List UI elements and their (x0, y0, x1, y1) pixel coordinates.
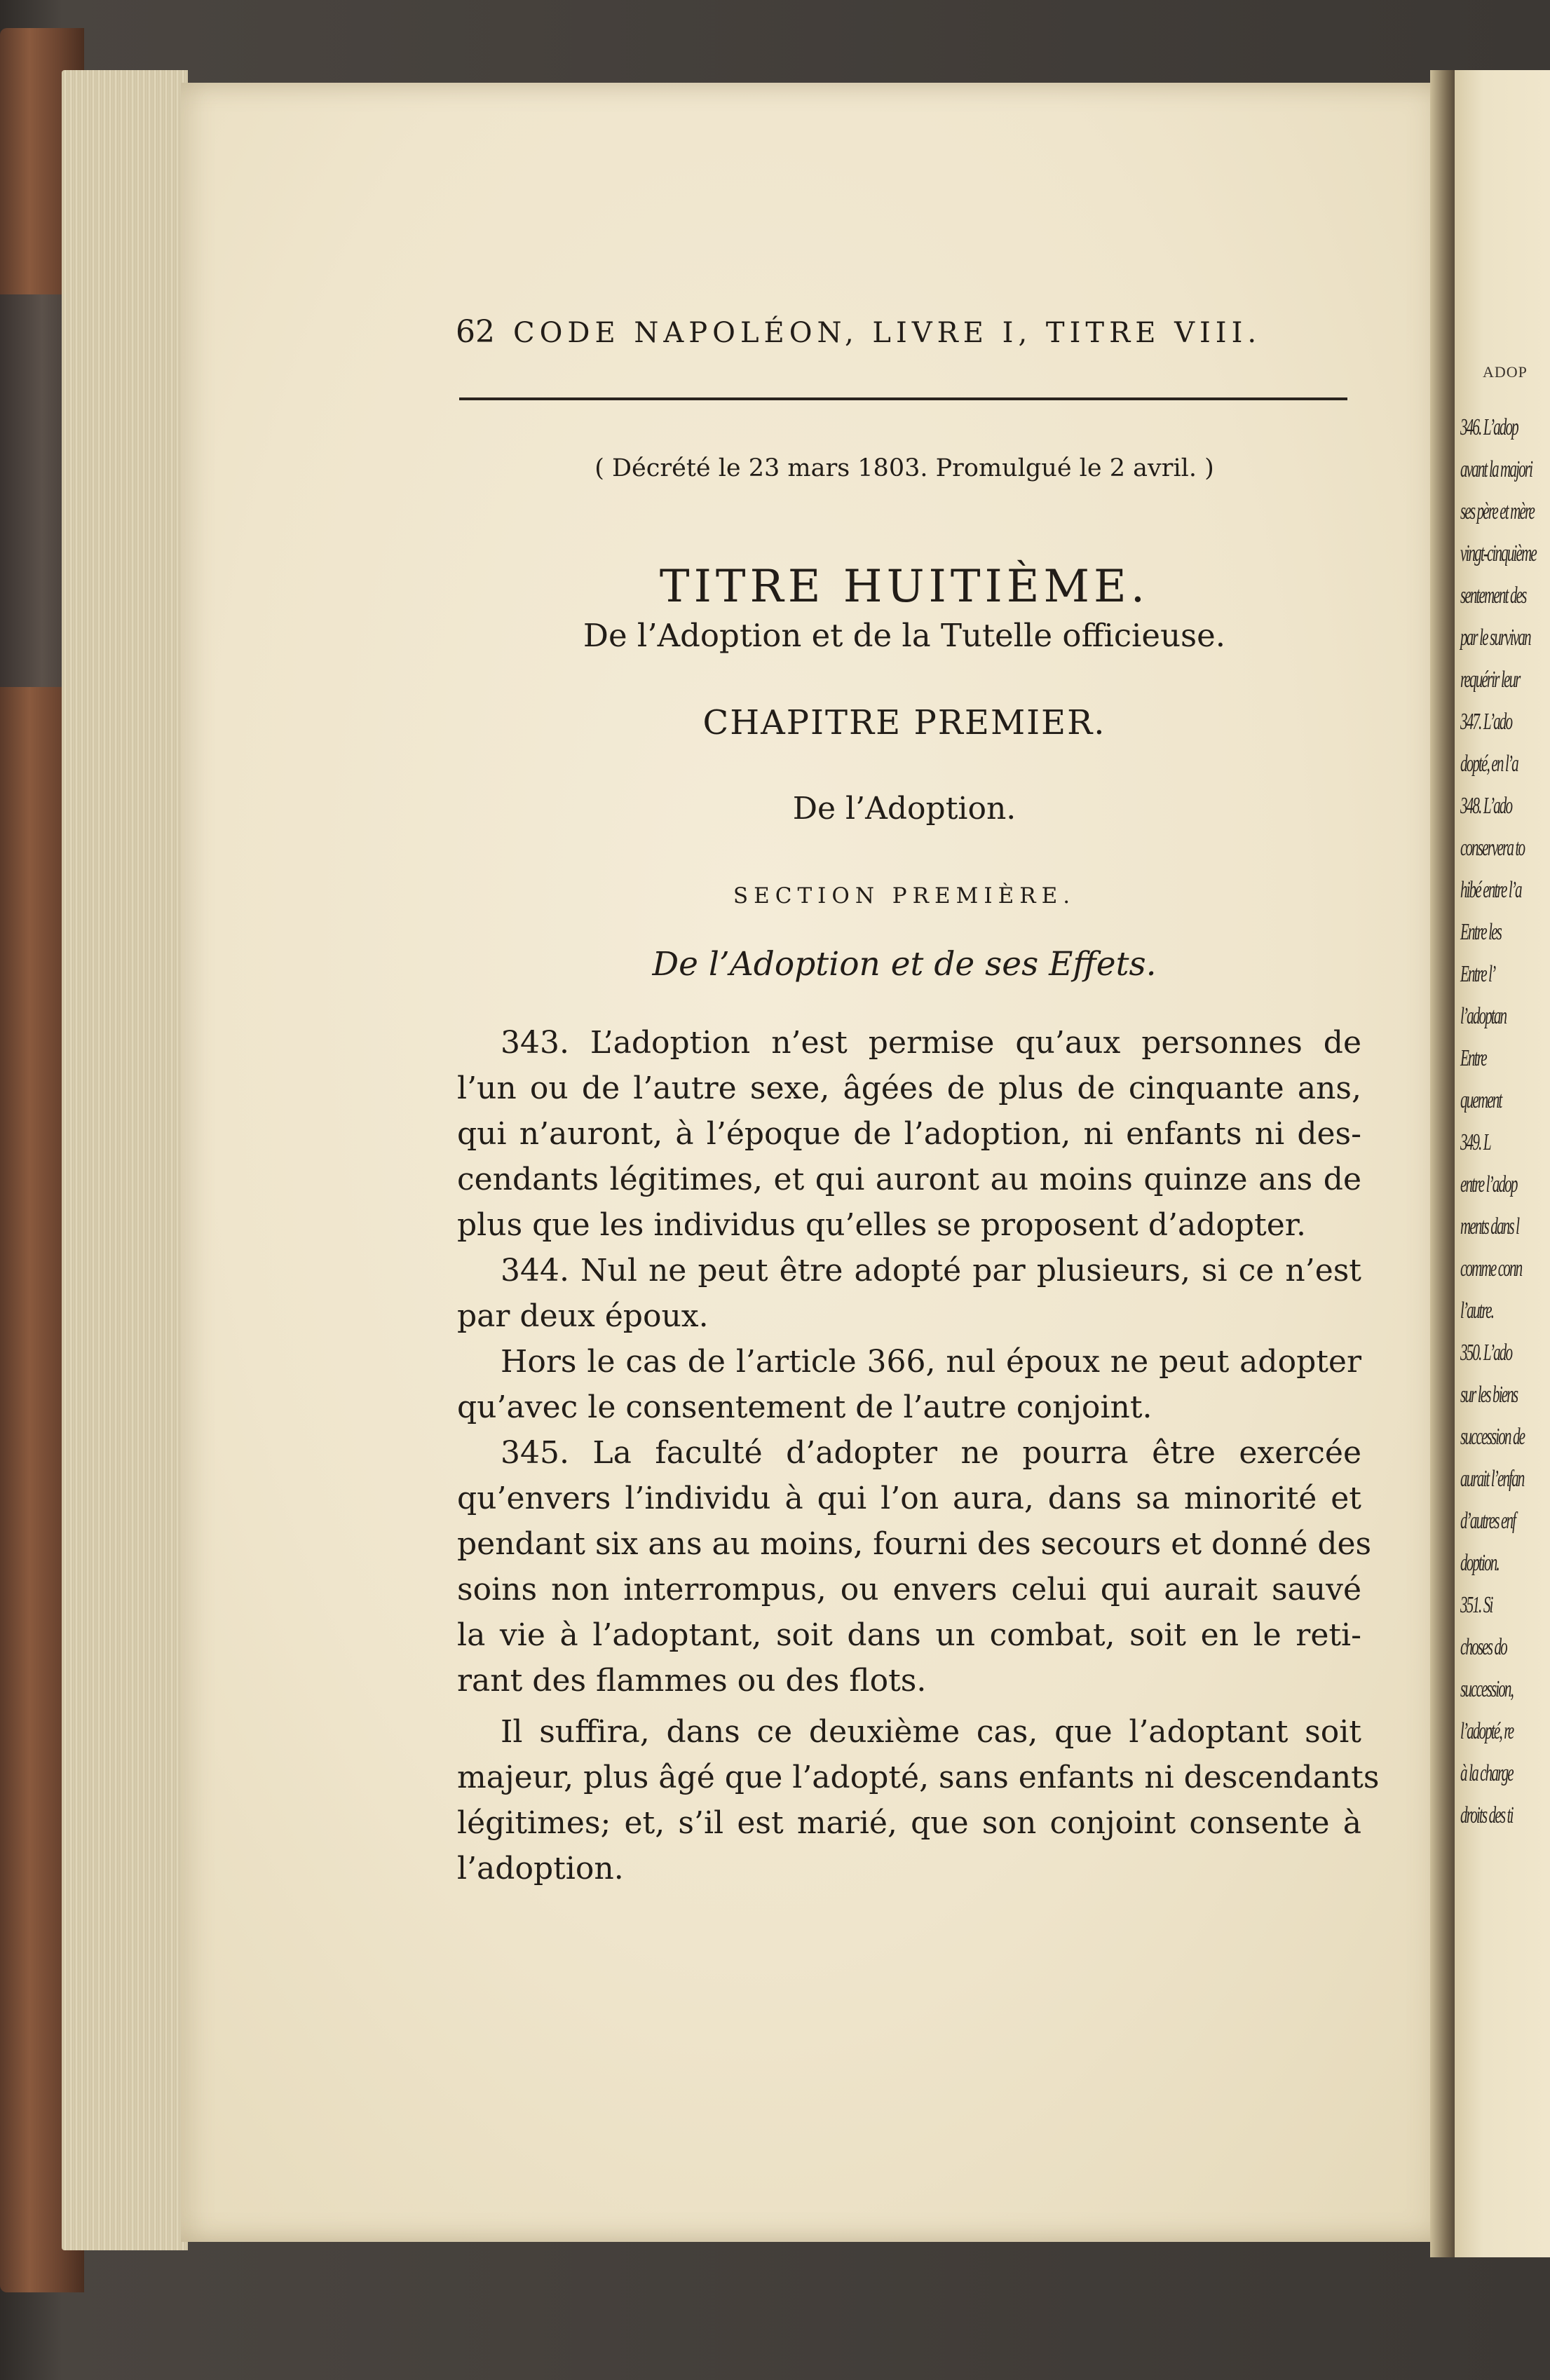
chapter-subheading: De l’Adoption. (792, 791, 1017, 827)
right-line: Entre les (1460, 919, 1501, 945)
text-line: soins non interrompus, ou envers celui qui aurait sauvé (457, 1572, 1361, 1607)
right-line: ses père et mère (1460, 498, 1535, 524)
right-line: sur les biens (1460, 1382, 1518, 1408)
right-line: 346. L’adop (1460, 414, 1518, 440)
right-page-header: ADOP (1483, 363, 1528, 381)
page-number: 62 (456, 314, 495, 350)
right-line: Entre l’ (1460, 961, 1495, 987)
text-line: 343. L’adoption n’est permise qu’aux personnes de (501, 1025, 1361, 1061)
right-line: droits des ti (1460, 1802, 1513, 1828)
right-line: quement (1460, 1087, 1502, 1113)
text-line: rant des flammes ou des flots. (457, 1663, 927, 1699)
text-line: 344. Nul ne peut être adopté par plusieurs, si ce n’est (501, 1253, 1361, 1288)
text-line: Hors le cas de l’article 366, nul époux ne peut adopter (501, 1344, 1361, 1380)
right-page-text (1460, 407, 1550, 1837)
section-heading: SECTION PREMIÈRE. (733, 883, 1076, 909)
right-line: par le survivan (1460, 625, 1530, 651)
text-line: qu’envers l’individu à qui l’on aura, dans sa minorité et (457, 1481, 1361, 1516)
text-line: par deux époux. (457, 1298, 709, 1334)
text-line: qu’avec le consentement de l’autre conjoint. (457, 1389, 1153, 1425)
right-line: 348. L’ado (1460, 793, 1512, 819)
running-head (456, 314, 1261, 350)
right-line: l’autre. (1460, 1298, 1493, 1324)
right-line: l’adoptan (1460, 1003, 1507, 1029)
text-line: la vie à l’adoptant, soit dans un combat, soit en le reti- (457, 1617, 1361, 1653)
right-line: dopté, en l’a (1460, 751, 1518, 777)
right-line: conservera to (1460, 835, 1525, 861)
section-subheading: De l’Adoption et de ses Effets. (652, 945, 1157, 984)
page-edges (62, 70, 188, 2250)
text-line: qui n’auront, à l’époque de l’adoption, ni enfants ni des- (457, 1116, 1361, 1152)
title-subheading: De l’Adoption et de la Tutelle officieuse. (583, 617, 1226, 654)
right-line: ments dans l (1460, 1213, 1519, 1239)
right-line: entre l’adop (1460, 1171, 1517, 1197)
right-line: requérir leur (1460, 667, 1520, 693)
chapter-heading: CHAPITRE PREMIER. (702, 703, 1106, 742)
right-line: à la charge (1460, 1760, 1513, 1786)
text-line: l’adoption. (457, 1851, 624, 1886)
text-line: l’un ou de l’autre sexe, âgées de plus de cinquante ans, (457, 1070, 1361, 1106)
article-text (457, 1020, 1380, 1891)
right-line: succession, (1460, 1676, 1513, 1702)
right-line: comme conn (1460, 1256, 1522, 1281)
right-line: avant la majori (1460, 456, 1532, 482)
text-line: plus que les individus qu’elles se proposent d’adopter. (457, 1207, 1306, 1243)
title-heading: TITRE HUITIÈME. (659, 561, 1150, 613)
right-page-partial (1455, 70, 1550, 2257)
right-line: d’autres enf (1460, 1508, 1516, 1534)
right-line: l’adopté, re (1460, 1718, 1514, 1744)
right-line: 349. L (1460, 1129, 1490, 1155)
right-line: aurait l’enfan (1460, 1466, 1524, 1492)
text-line: cendants légitimes, et qui auront au moins quinze ans de (457, 1162, 1361, 1197)
right-line: 347. L’ado (1460, 709, 1512, 735)
right-line: Entre (1460, 1045, 1486, 1071)
right-line: choses do (1460, 1634, 1507, 1660)
text-line: Il suffira, dans ce deuxième cas, que l’adoptant soit (501, 1714, 1361, 1750)
right-line: doption. (1460, 1550, 1499, 1576)
book-gutter (1430, 70, 1458, 2257)
text-line: pendant six ans au moins, fourni des secours et donné des (457, 1526, 1372, 1562)
text-line: 345. La faculté d’adopter ne pourra être exercée (501, 1435, 1361, 1471)
text-line: majeur, plus âgé que l’adopté, sans enfants ni descendants (457, 1760, 1380, 1795)
right-line: sentement des (1460, 583, 1526, 608)
right-line: 351. Si (1460, 1592, 1493, 1618)
right-line: hibé entre l’a (1460, 877, 1521, 903)
right-line: succession de (1460, 1424, 1525, 1450)
text-line: légitimes; et, s’il est marié, que son conjoint consente à (457, 1805, 1361, 1841)
decree-note: ( Décrété le 23 mars 1803. Promulgué le 2 avril. ) (594, 454, 1214, 482)
right-line: 350. L’ado (1460, 1340, 1512, 1366)
right-line: vingt-cinquième (1460, 540, 1536, 566)
header-rule (459, 397, 1347, 400)
running-head-title: CODE NAPOLÉON, LIVRE I, TITRE VIII. (513, 317, 1262, 349)
